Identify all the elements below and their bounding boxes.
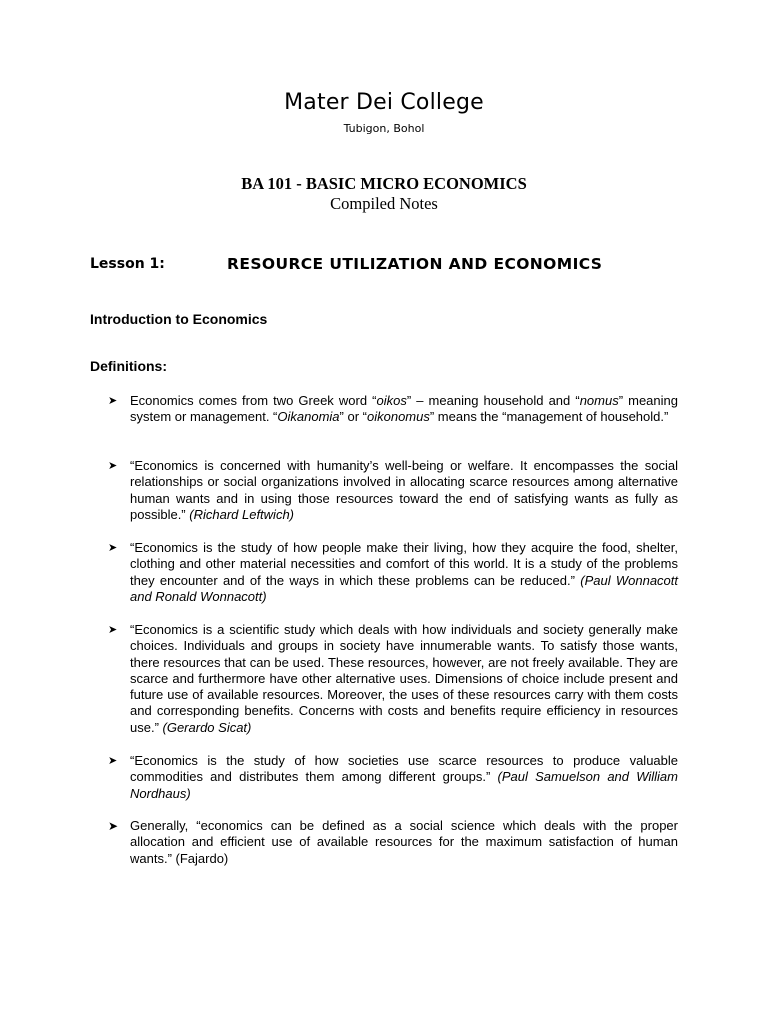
text-run: ” – meaning household and “ bbox=[406, 393, 580, 408]
lesson-title: RESOURCE UTILIZATION AND ECONOMICS bbox=[227, 255, 603, 273]
definition-text bbox=[130, 622, 678, 736]
quote-author: (Paul Samuelson and William Nordhaus) bbox=[130, 769, 678, 801]
college-name: Mater Dei College bbox=[284, 90, 484, 115]
definition-text bbox=[130, 393, 678, 426]
quote-text: “Economics is concerned with humanity’s well-being or welfare. It encompasses the social relationships or social organizations involved in allocating scarce resources among alternative human wants and in using those resources toward the end of satisfying wants as fully as possible.” bbox=[130, 458, 678, 522]
quote-author: (Paul Wonnacott and Ronald Wonnacott) bbox=[130, 572, 679, 604]
bold-arrow-bullet-icon: ➤ bbox=[108, 819, 119, 833]
quote-author: (Gerardo Sicat) bbox=[162, 719, 252, 735]
arrow-bullet-icon: ➤ bbox=[108, 459, 118, 472]
definition-text bbox=[130, 458, 678, 523]
arrow-bullet-icon: ➤ bbox=[108, 623, 118, 636]
italic-term: Oikanomia bbox=[277, 409, 340, 425]
section-heading-definitions: Definitions: bbox=[90, 358, 167, 374]
arrow-bullet-icon: ➤ bbox=[108, 541, 118, 554]
arrow-bullet-icon: ➤ bbox=[108, 754, 118, 767]
definition-text bbox=[130, 540, 678, 605]
college-location: Tubigon, Bohol bbox=[343, 122, 425, 135]
quote-text: “Economics is the study of how societies use scarce resources to produce valuable commodities and distributes them among different groups.” bbox=[130, 753, 678, 785]
section-heading-intro: Introduction to Economics bbox=[90, 311, 268, 327]
lesson-label: Lesson 1: bbox=[90, 256, 165, 272]
text-run: Economics comes from two Greek word “ bbox=[130, 393, 377, 408]
text-run: ” meaning system or management. “ bbox=[130, 393, 678, 425]
quote-text: “Economics is a scientific study which deals with how individuals and society generally make choices. Individuals and groups in society have innumerable wants. To satisfy those wants, there resources that can be used. These resources, however, are not freely available. They are scarce and furthermore have other alternative uses. Dimensions of choice include present and future use of available resources. Moreover, the uses of these resources carry with them costs and corresponding benefits. Concerns with costs and benefits require efficiency in resources use.” bbox=[130, 622, 678, 735]
italic-term: oikonomus bbox=[366, 409, 430, 425]
course-title: BA 101 - BASIC MICRO ECONOMICS bbox=[241, 174, 527, 193]
definition-text bbox=[130, 753, 678, 802]
text-run: ” means the “management of household.” bbox=[429, 409, 669, 425]
quote-author: (Richard Leftwich) bbox=[189, 506, 295, 522]
italic-term: nomus bbox=[579, 393, 619, 408]
arrow-bullet-icon: ➤ bbox=[108, 394, 118, 407]
italic-term: oikos bbox=[376, 393, 407, 408]
quote-text: “Economics is the study of how people make their living, how they acquire the food, shelter, clothing and other material necessities and comfort of this world. It is a study of the problems they encounter and of the ways in which these problems can be reduced.” bbox=[130, 540, 678, 588]
document-subtitle: Compiled Notes bbox=[330, 194, 438, 213]
text-run: ” or “ bbox=[339, 409, 367, 425]
definition-text: Generally, “economics can be defined as a social science which deals with the proper allocation and efficient use of available resources for the maximum satisfaction of human wants.” (Fajardo) bbox=[130, 818, 678, 866]
